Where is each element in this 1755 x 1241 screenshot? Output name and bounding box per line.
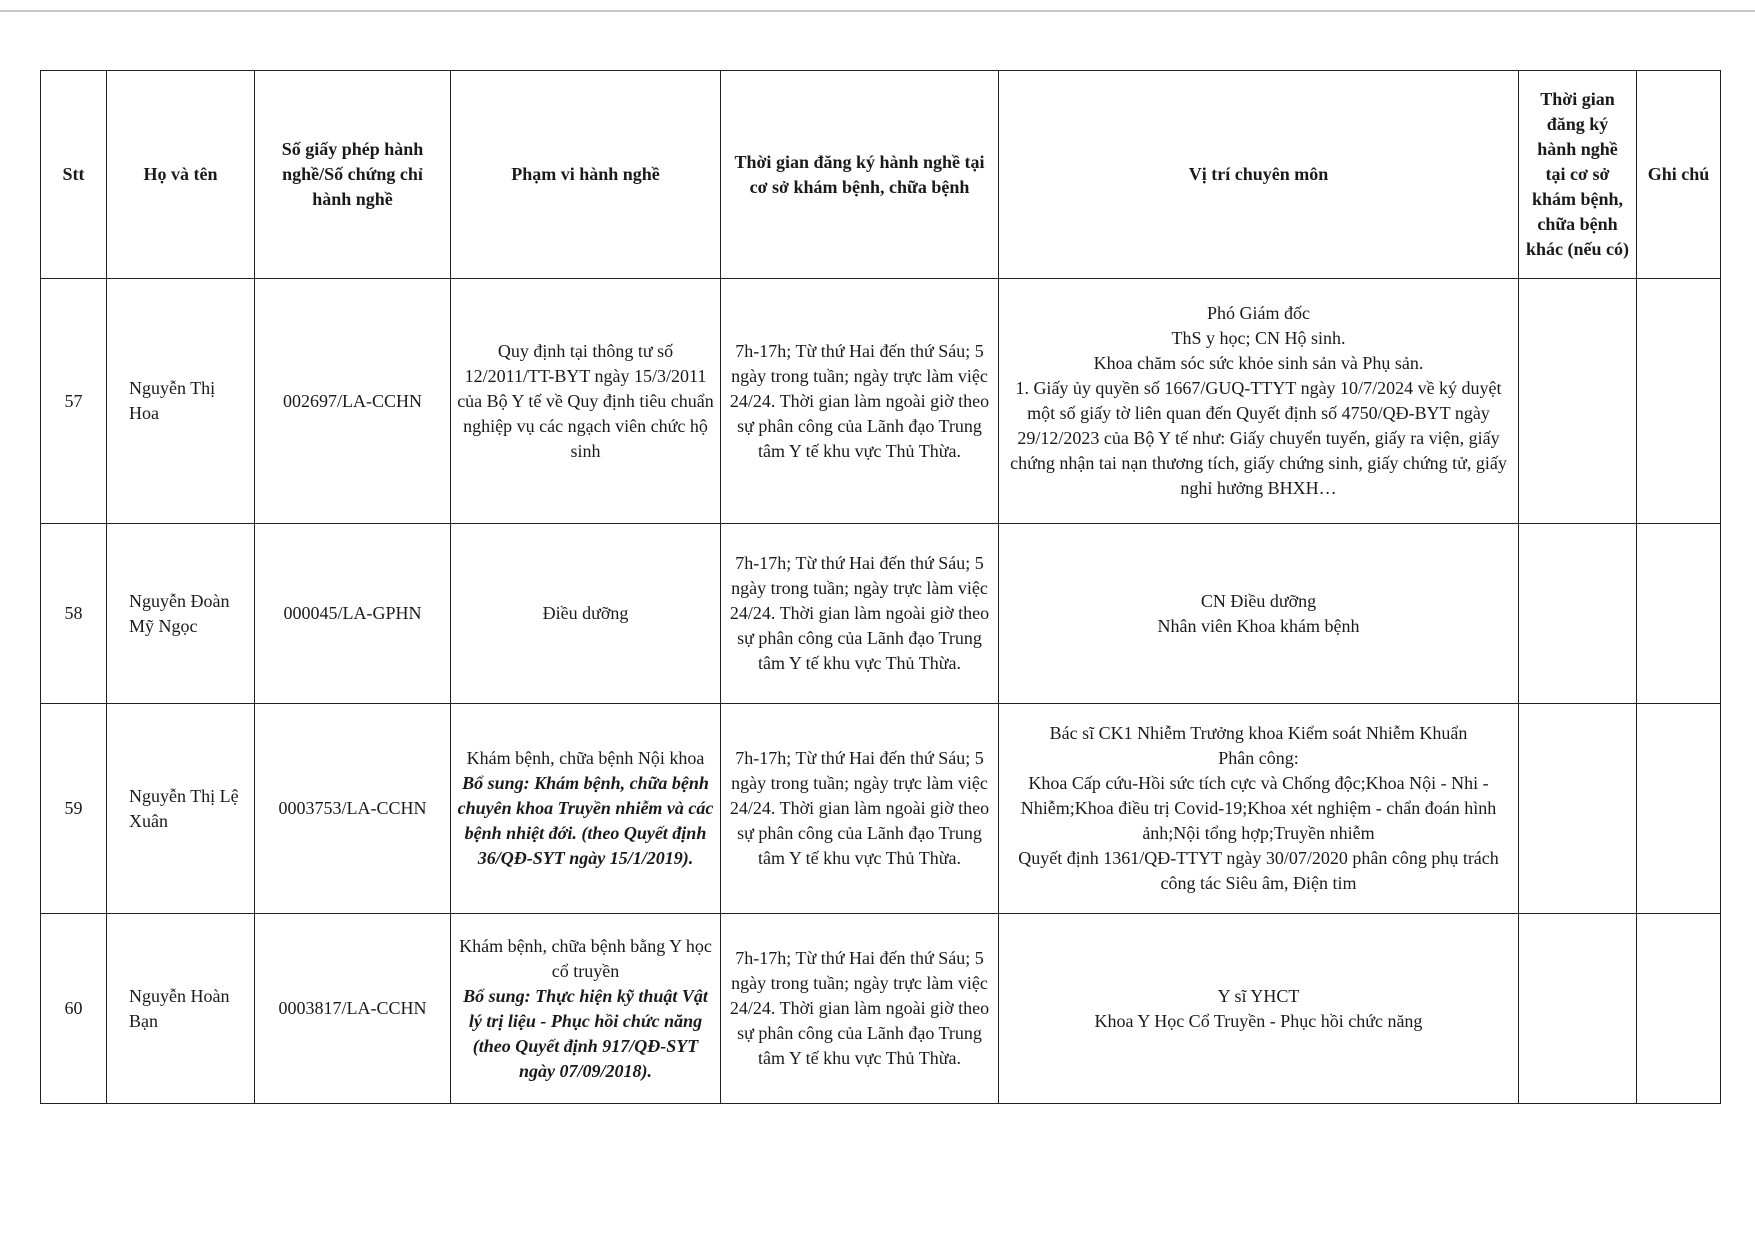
header-position: Vị trí chuyên môn [999, 71, 1519, 279]
table-row [41, 914, 1721, 1104]
position-line-2: Phân công: [1218, 748, 1299, 768]
row-license: 0003817/LA-CCHN [255, 914, 451, 1104]
position-line-4: 1. Giấy ủy quyền số 1667/GUQ-TTYT ngày 10/7/2024 về ký duyệt một số giấy tờ liên quan đến Quyết định số 4750/QĐ-BYT ngày 29/12/2023 của Bộ Y tế như: Giấy chuyển tuyến, giấy ra viện, giấy chứng nhận tai nạn thương tích, giấy chứng sinh, giấy chứng tử, giấy nghỉ hưởng BHXH… [1010, 378, 1507, 498]
header-license: Số giấy phép hành nghề/Số chứng chỉ hành nghề [255, 71, 451, 279]
position-line-4: Quyết định 1361/QĐ-TTYT ngày 30/07/2020 phân công phụ trách công tác Siêu âm, Điện tim [1018, 848, 1499, 893]
document-page [40, 70, 1720, 1104]
position-line-2: ThS y học; CN Hộ sinh. [1171, 328, 1346, 348]
row-time: 7h-17h; Từ thứ Hai đến thứ Sáu; 5 ngày trong tuần; ngày trực làm việc 24/24. Thời gian làm ngoài giờ theo sự phân công của Lãnh đạo Trung tâm Y tế khu vực Thủ Thừa. [721, 704, 999, 914]
practitioner-table [40, 70, 1721, 1104]
row-other-time [1519, 704, 1637, 914]
position-line-1: Bác sĩ CK1 Nhiễm Trưởng khoa Kiểm soát Nhiễm Khuẩn [1049, 723, 1468, 743]
row-license: 000045/LA-GPHN [255, 524, 451, 704]
header-scope: Phạm vi hành nghề [451, 71, 721, 279]
row-stt: 58 [41, 524, 107, 704]
scan-top-edge [0, 10, 1755, 12]
row-note [1637, 524, 1721, 704]
position-line-1: CN Điều dưỡng [1200, 590, 1317, 611]
scope-text: Khám bệnh, chữa bệnh Nội khoa [466, 748, 705, 768]
row-time: 7h-17h; Từ thứ Hai đến thứ Sáu; 5 ngày trong tuần; ngày trực làm việc 24/24. Thời gian làm ngoài giờ theo sự phân công của Lãnh đạo Trung tâm Y tế khu vực Thủ Thừa. [721, 914, 999, 1104]
header-time: Thời gian đăng ký hành nghề tại cơ sở khám bệnh, chữa bệnh [721, 71, 999, 279]
row-position [999, 914, 1519, 1104]
scope-text: Khám bệnh, chữa bệnh bằng Y học cổ truyền [459, 935, 712, 981]
header-name: Họ và tên [107, 71, 255, 279]
row-other-time [1519, 279, 1637, 524]
header-note: Ghi chú [1637, 71, 1721, 279]
position-line-1: Y sĩ YHCT [1217, 985, 1300, 1006]
row-time: 7h-17h; Từ thứ Hai đến thứ Sáu; 5 ngày trong tuần; ngày trực làm việc 24/24. Thời gian làm ngoài giờ theo sự phân công của Lãnh đạo Trung tâm Y tế khu vực Thủ Thừa. [721, 524, 999, 704]
position-line-2: Nhân viên Khoa khám bệnh [1157, 615, 1360, 636]
header-row [41, 71, 1721, 279]
row-license: 0003753/LA-CCHN [255, 704, 451, 914]
row-position [999, 704, 1519, 914]
header-other-time: Thời gian đăng ký hành nghề tại cơ sở khám bệnh, chữa bệnh khác (nếu có) [1519, 71, 1637, 279]
position-line-1: Phó Giám đốc [1207, 303, 1310, 323]
row-note [1637, 914, 1721, 1104]
scope-text: Quy định tại thông tư số 12/2011/TT-BYT ngày 15/3/2011 của Bộ Y tế về Quy định tiêu chuẩn nghiệp vụ các ngạch viên chức hộ sinh [457, 340, 714, 461]
scope-extra: Bổ sung: Thực hiện kỹ thuật Vật lý trị liệu - Phục hồi chức năng (theo Quyết định 917/QĐ-SYT ngày 07/09/2018). [463, 985, 708, 1081]
table-row [41, 279, 1721, 524]
row-name: Nguyễn Thị Lệ Xuân [107, 704, 255, 914]
row-note [1637, 279, 1721, 524]
scope-text: Điều dưỡng [542, 603, 629, 623]
row-note [1637, 704, 1721, 914]
row-other-time [1519, 914, 1637, 1104]
row-scope [451, 914, 721, 1104]
row-time: 7h-17h; Từ thứ Hai đến thứ Sáu; 5 ngày trong tuần; ngày trực làm việc 24/24. Thời gian làm ngoài giờ theo sự phân công của Lãnh đạo Trung tâm Y tế khu vực Thủ Thừa. [721, 279, 999, 524]
position-line-3: Khoa chăm sóc sức khỏe sinh sản và Phụ sản. [1093, 353, 1424, 373]
row-scope [451, 279, 721, 524]
scope-extra: Bổ sung: Khám bệnh, chữa bệnh chuyên khoa Truyền nhiễm và các bệnh nhiệt đới. (theo Quyết định 36/QĐ-SYT ngày 15/1/2019). [457, 773, 714, 868]
row-stt: 59 [41, 704, 107, 914]
position-line-2: Khoa Y Học Cổ Truyền - Phục hồi chức năng [1094, 1010, 1423, 1031]
row-other-time [1519, 524, 1637, 704]
row-name: Nguyễn Thị Hoa [107, 279, 255, 524]
table-row [41, 704, 1721, 914]
row-license: 002697/LA-CCHN [255, 279, 451, 524]
row-name: Nguyễn Hoàn Bạn [107, 914, 255, 1104]
header-stt: Stt [41, 71, 107, 279]
row-stt: 60 [41, 914, 107, 1104]
row-name: Nguyễn Đoàn Mỹ Ngọc [107, 524, 255, 704]
row-position [999, 524, 1519, 704]
row-position [999, 279, 1519, 524]
row-scope [451, 524, 721, 704]
row-stt: 57 [41, 279, 107, 524]
row-scope [451, 704, 721, 914]
position-line-3: Khoa Cấp cứu-Hồi sức tích cực và Chống độc;Khoa Nội - Nhi - Nhiễm;Khoa điều trị Covid-19;Khoa xét nghiệm - chẩn đoán hình ảnh;Nội tổng hợp;Truyền nhiễm [1020, 773, 1497, 843]
table-row [41, 524, 1721, 704]
